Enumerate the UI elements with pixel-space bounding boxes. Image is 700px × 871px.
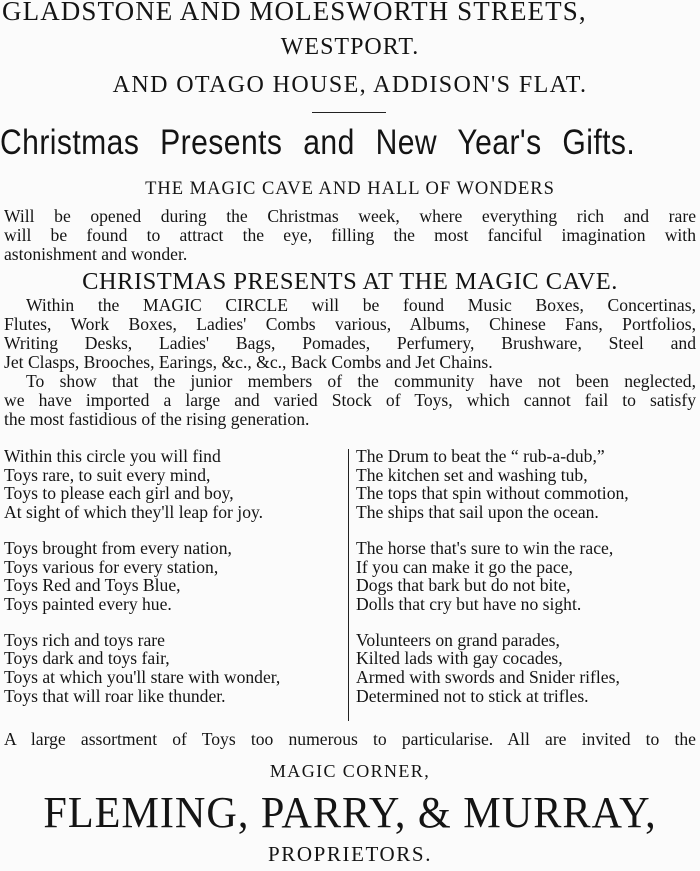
poem-line: The ships that sail upon the ocean.: [356, 502, 599, 523]
subtitle: THE MAGIC CAVE AND HALL OF WONDERS: [145, 179, 555, 199]
body-line: the most fastidious of the rising generation.: [4, 409, 310, 429]
poem-line: The horse that's sure to win the race,: [356, 537, 614, 558]
poem-line: Toys Red and Toys Blue,: [4, 575, 181, 596]
poem-line: Toys various for every station,: [4, 556, 219, 577]
poem-line: Toys dark and toys fair,: [4, 648, 170, 669]
body-line: Writing Desks, Ladies' Bags, Pomades, Perfumery, Brushware, Steel and: [4, 333, 696, 353]
poem-stanza: [4, 631, 344, 706]
body-line: Within the MAGIC CIRCLE will be found Music Boxes, Concertinas,: [26, 295, 696, 315]
intro-paragraph: [4, 207, 696, 264]
intro-line: astonishment and wonder.: [4, 244, 188, 264]
body-line: Jet Clasps, Brooches, Earings, &c., &c., Back Combs and Jet Chains.: [4, 352, 493, 372]
poem-line: If you can make it go the pace,: [356, 556, 573, 577]
poem-line: Toys rich and toys rare: [4, 629, 165, 650]
town-heading: WESTPORT.: [280, 34, 420, 60]
poem-line: Dogs that bark but do not bite,: [356, 575, 571, 596]
page-title: Christmas Presents and New Year's Gifts.: [0, 123, 636, 162]
poem-stanza: [4, 539, 344, 614]
intro-line: Will be opened during the Christmas week, where everything rich and rare: [4, 206, 696, 226]
poem-line: At sight of which they'll leap for joy.: [4, 502, 264, 523]
poem-line: Kilted lads with gay cocades,: [356, 648, 563, 669]
divider-rule: [312, 112, 386, 113]
body-line: To show that the junior members of the community have not been neglected,: [26, 371, 696, 391]
poem-stanza: [356, 539, 696, 614]
poem-line: Toys that will roar like thunder.: [4, 685, 226, 706]
poem-line: Toys painted every hue.: [4, 593, 172, 614]
poem-line: Toys rare, to suit every mind,: [4, 464, 211, 485]
poem-stanza: [356, 447, 696, 522]
poem-line: The Drum to beat the “ rub-a-dub,”: [356, 446, 605, 466]
poem-line: The kitchen set and washing tub,: [356, 464, 588, 485]
poem-line: Within this circle you will find: [4, 446, 221, 466]
body-line: we have imported a large and varied Stock of Toys, which cannot fail to satisfy: [4, 390, 696, 410]
shop-name: MAGIC CORNER,: [269, 761, 431, 781]
poem-line: Determined not to stick at trifles.: [356, 685, 589, 706]
poem-line: Toys to please each girl and boy,: [4, 483, 234, 504]
poem-left-column: [4, 447, 344, 722]
poem-stanza: [4, 447, 344, 522]
firm-name: FLEMING, PARRY, & MURRAY,: [43, 788, 657, 837]
poem-line: Toys brought from every nation,: [4, 537, 232, 558]
intro-line: will be found to attract the eye, filling the most fanciful imagination with: [4, 225, 696, 245]
branch-heading: AND OTAGO HOUSE, ADDISON'S FLAT.: [112, 72, 588, 98]
poem-line: Armed with swords and Snider rifles,: [356, 667, 620, 688]
poem-line: The tops that spin without commotion,: [356, 483, 629, 504]
column-divider: [348, 449, 349, 721]
poem-line: Dolls that cry but have no sight.: [356, 593, 582, 614]
proprietors-label: PROPRIETORS.: [267, 842, 433, 866]
address-heading: GLADSTONE AND MOLESWORTH STREETS,: [2, 0, 587, 26]
closing-line: A large assortment of Toys too numerous to particularise. All are invited to the: [4, 729, 696, 749]
poem-right-column: [356, 447, 696, 722]
poem-line: Toys at which you'll stare with wonder,: [4, 667, 281, 688]
poem-stanza: [356, 631, 696, 706]
section-heading: CHRISTMAS PRESENTS AT THE MAGIC CAVE.: [82, 268, 618, 295]
body-line: Flutes, Work Boxes, Ladies' Combs various, Albums, Chinese Fans, Portfolios,: [4, 314, 696, 334]
poem-line: Volunteers on grand parades,: [356, 629, 560, 650]
body-paragraph: [4, 296, 696, 429]
poem: [4, 447, 696, 721]
